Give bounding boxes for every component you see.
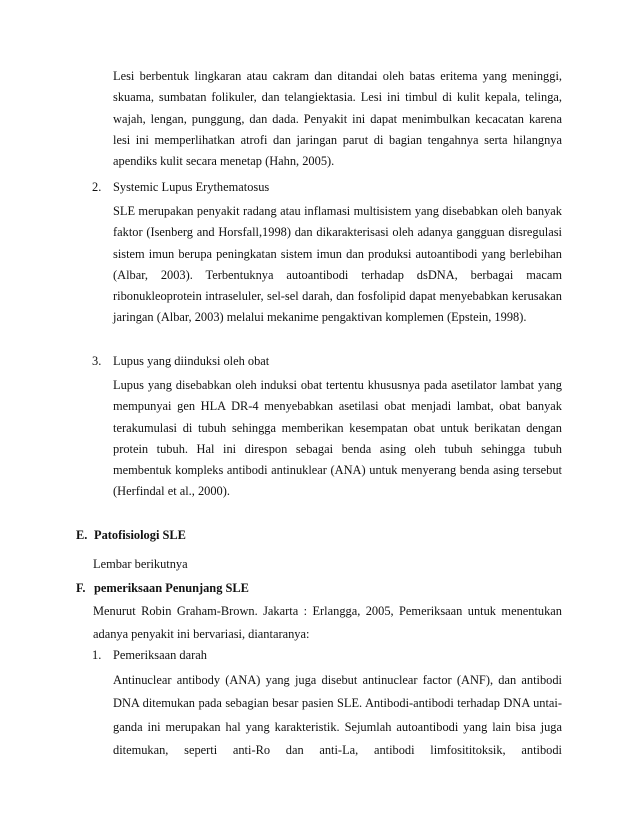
section-title: Patofisiologi SLE (94, 528, 186, 542)
list-number: 1. (92, 648, 102, 662)
list-item-body (113, 669, 562, 763)
list-item-title: Lupus yang diinduksi oleh obat (113, 354, 270, 368)
section-heading (76, 528, 186, 543)
list-item-text: SLE merupakan penyakit radang atau inflamasi multisistem yang disebabkan oleh banyak faktor (Isenberg and Horsfall,1998) dan dikarakterisasi oleh adanya gangguan disregulasi sistem imun berupa peningkatan sistem imun dan produksi autoantibodi yang berlebihan (Albar, 2003). Terbentuknya autoantibodi terhadap dsDNA, berbagai macam ribonukleoprotein intraseluler, sel-sel darah, dan fosfolipid dapat menyebabkan kerusakan jaringan (Albar, 2003) melalui mekanime pengaktivan komplemen (Epstein, 1998). (113, 204, 562, 325)
section-heading (76, 581, 249, 596)
list-item-body (113, 201, 562, 329)
list-item-text: Lupus yang disebabkan oleh induksi obat tertentu khususnya pada asetilator lambat yang mempunyai gen HLA DR-4 menyebabkan asetilasi obat menjadi lambat, obat banyak terakumulasi di tubuh sehingga memberikan kesempatan obat untuk berikatan dengan protein tubuh. Hal ini direspon sebagai benda asing oleh tubuh sehingga tubuh membentuk kompleks antibodi antinuklear (ANA) untuk menyerang benda asing tersebut (Herfindal et al., 2000). (113, 378, 562, 499)
list-item-text: Antinuclear antibody (ANA) yang juga disebut antinuclear factor (ANF), dan antibodi DNA ditemukan pada sebagian besar pasien SLE. Antibodi-antibodi terhadap DNA untai-ganda ini merupakan hal yang karakteristik. Sejumlah autoantibodi yang lain bisa juga ditemukan, seperti anti-Ro dan anti-La, antibodi limfosititoksik, antibodi (113, 673, 562, 758)
lesi-paragraph-text: Lesi berbentuk lingkaran atau cakram dan ditandai oleh batas eritema yang meninggi, skuama, sumbatan folikuler, dan telangiektasia. Lesi ini timbul di kulit kepala, telinga, wajah, lengan, punggung, dan dada. Penyakit ini dapat menimbulkan kecacatan karena lesi ini memperlihatkan atrofi dan jaringan parut di bagian tengahnya serta hilangnya apendiks kulit secara menetap (Hahn, 2005). (113, 69, 562, 169)
list-number: 2. (92, 180, 102, 194)
section-title: pemeriksaan Penunjang SLE (94, 581, 249, 595)
section-body: Lembar berikutnya (93, 557, 188, 571)
section-intro (93, 600, 562, 647)
list-item-title: Systemic Lupus Erythematosus (113, 180, 270, 194)
list-item-body (113, 375, 562, 503)
list-item-title: Pemeriksaan darah (113, 648, 207, 662)
section-intro-text: Menurut Robin Graham-Brown. Jakarta : Erlangga, 2005, Pemeriksaan untuk menentukan adanya penyakit ini bervariasi, diantaranya: (93, 604, 562, 642)
list-number: 3. (92, 354, 102, 368)
section-letter: F. (76, 581, 86, 595)
section-letter: E. (76, 528, 88, 542)
lesi-paragraph (113, 66, 562, 172)
